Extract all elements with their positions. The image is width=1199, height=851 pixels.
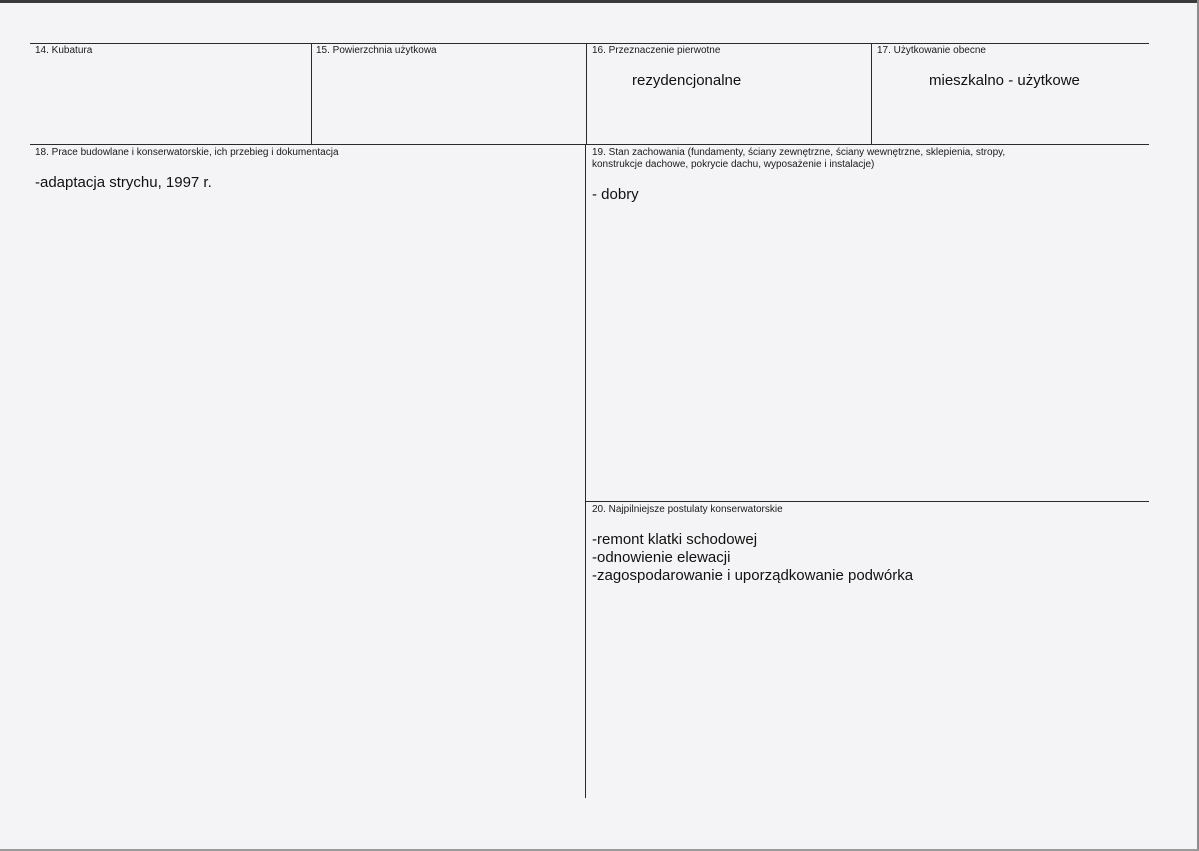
field17-label: 17. Użytkowanie obecne — [877, 45, 986, 56]
field19-label-line1: 19. Stan zachowania (fundamenty, ściany zewnętrzne, ściany wewnętrzne, sklepienia, stropy, — [592, 147, 1006, 158]
field20-item: -remont klatki schodowej — [592, 531, 758, 548]
field18-value: -adaptacja strychu, 1997 r. — [35, 174, 212, 191]
divider-left-right — [585, 144, 586, 798]
field20-list — [592, 531, 913, 585]
field16-label: 16. Przeznaczenie pierwotne — [592, 45, 721, 56]
field16-value: rezydencjonalne — [632, 72, 742, 89]
divider-14-15 — [311, 43, 312, 144]
field14-label: 14. Kubatura — [35, 45, 93, 56]
field20-item: -odnowienie elewacji — [592, 549, 731, 566]
field20-top-border — [586, 501, 1149, 502]
scan-edge-top — [0, 0, 1199, 3]
field19-value: - dobry — [592, 186, 639, 203]
divider-16-17 — [871, 43, 872, 144]
field15-label: 15. Powierzchnia użytkowa — [316, 45, 437, 56]
divider-15-16 — [586, 43, 587, 144]
field17-value: mieszkalno - użytkowe — [929, 72, 1080, 89]
middle-row-border — [30, 144, 1149, 145]
field20-item: -zagospodarowanie i uporządkowanie podwórka — [592, 567, 914, 584]
field18-label: 18. Prace budowlane i konserwatorskie, ich przebieg i dokumentacja — [35, 147, 339, 158]
top-row-border — [30, 43, 1149, 44]
field19-label-line2: konstrukcje dachowe, pokrycie dachu, wyposażenie i instalacje) — [592, 159, 875, 170]
field20-label: 20. Najpilniejsze postulaty konserwatorskie — [592, 504, 783, 515]
